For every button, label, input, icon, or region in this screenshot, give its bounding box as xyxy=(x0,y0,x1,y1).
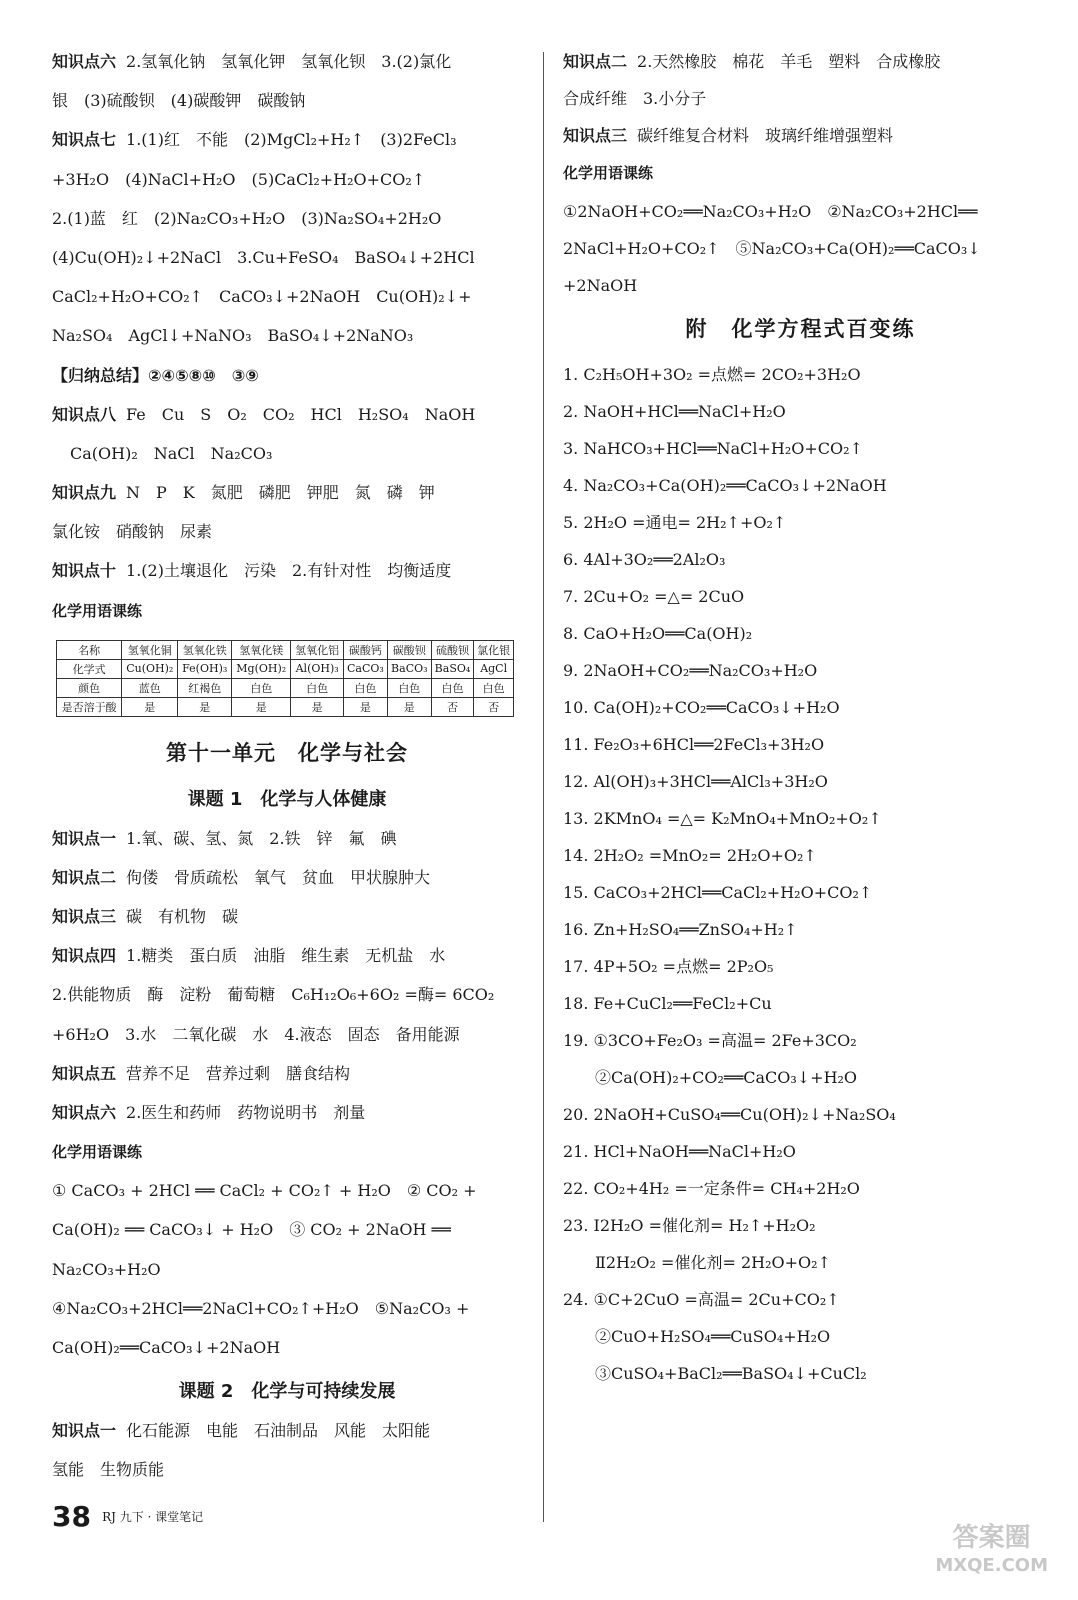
equation-line: 22. CO₂+4H₂ =一定条件= CH₄+2H₂O xyxy=(563,1179,860,1198)
kp3-line: 知识点三 碳纤维复合材料 玻璃纤维增强塑料 xyxy=(563,126,894,145)
text-line: 氯化铵 硝酸钠 尿素 xyxy=(52,522,213,542)
column-divider xyxy=(543,52,544,1522)
equation-line: 23. Ⅰ2H₂O =催化剂= H₂↑+H₂O₂ xyxy=(563,1216,816,1235)
text-line: Ca(OH)₂ ══ CaCO₃↓ + H₂O ③ CO₂ + 2NaOH ══ xyxy=(52,1220,451,1240)
equation-line: 6. 4Al+3O₂══2Al₂O₃ xyxy=(563,550,726,569)
text-line: Ca(OH)₂══CaCO₃↓+2NaOH xyxy=(52,1337,281,1357)
equation-line: 16. Zn+H₂SO₄══ZnSO₄+H₂↑ xyxy=(563,920,798,939)
watermark-logo xyxy=(935,1524,1048,1580)
equation-line: 18. Fe+CuCl₂══FeCl₂+Cu xyxy=(563,994,772,1013)
table-cell: CaCO₃ xyxy=(343,659,387,678)
table-cell: 氢氧化铝 xyxy=(291,640,343,659)
table-cell: 白色 xyxy=(431,678,474,697)
page-footer xyxy=(52,1500,203,1533)
table-cell: Al(OH)₃ xyxy=(291,659,343,678)
equation-line: 21. HCl+NaOH══NaCl+H₂O xyxy=(563,1142,796,1161)
text-line: Na₂SO₄ AgCl↓+NaNO₃ BaSO₄↓+2NaNO₃ xyxy=(52,326,414,346)
l1kp3-line: 知识点三 碳 有机物 碳 xyxy=(52,907,239,926)
kp8-line: 知识点八 Fe Cu S O₂ CO₂ HCl H₂SO₄ NaOH xyxy=(52,404,476,424)
text-line: +2NaOH xyxy=(563,276,638,295)
equation-line: 2. NaOH+HCl══NaCl+H₂O xyxy=(563,402,786,421)
table-cell: BaCO₃ xyxy=(387,659,431,678)
table-cell: BaSO₄ xyxy=(431,659,474,678)
kp6-line: 知识点六 2.氢氧化钠 氢氧化钾 氢氧化钡 3.(2)氯化 xyxy=(52,52,452,71)
equation-line: 14. 2H₂O₂ =MnO₂= 2H₂O+O₂↑ xyxy=(563,846,817,865)
equation-line: 12. Al(OH)₃+3HCl══AlCl₃+3H₂O xyxy=(563,772,828,791)
right-column xyxy=(563,52,1038,1401)
watermark-text: 答案圈 xyxy=(952,1523,1031,1553)
table-row xyxy=(57,659,514,678)
text-line: 银 (3)硫酸钡 (4)碳酸钾 碳酸钠 xyxy=(52,91,306,111)
equation-line: 9. 2NaOH+CO₂══Na₂CO₃+H₂O xyxy=(563,661,818,680)
text-line: 氢能 生物质能 xyxy=(52,1460,165,1480)
table-cell: 白色 xyxy=(232,678,291,697)
substance-table xyxy=(56,640,514,717)
table-cell: 氢氧化铜 xyxy=(122,640,178,659)
kp9-line: 知识点九 N P K 氮肥 磷肥 钾肥 氮 磷 钾 xyxy=(52,483,435,503)
text-line: +3H₂O (4)NaCl+H₂O (5)CaCl₂+H₂O+CO₂↑ xyxy=(52,169,426,189)
lesson-title: 课题 1 化学与人体健康 xyxy=(187,788,387,810)
equation-line: 5. 2H₂O =通电= 2H₂↑+O₂↑ xyxy=(563,513,787,532)
unit-title: 第十一单元 化学与社会 xyxy=(166,740,408,765)
equation-line: Ⅱ2H₂O₂ =催化剂= 2H₂O+O₂↑ xyxy=(563,1253,831,1272)
equation-line: 7. 2Cu+O₂ =△= 2CuO xyxy=(563,587,745,606)
kp10-line: 知识点十 1.(2)土壤退化 污染 2.有针对性 均衡适度 xyxy=(52,561,452,581)
text-line: 2NaCl+H₂O+CO₂↑ ⑤Na₂CO₃+Ca(OH)₂══CaCO₃↓ xyxy=(563,239,981,258)
text-line: Ca(OH)₂ NaCl Na₂CO₃ xyxy=(70,443,273,463)
l1kp6-line: 知识点六 2.医生和药师 药物说明书 剂量 xyxy=(52,1102,366,1122)
table-row xyxy=(57,697,514,716)
equation-line: 15. CaCO₃+2HCl══CaCl₂+H₂O+CO₂↑ xyxy=(563,883,873,902)
table-cell: 白色 xyxy=(291,678,343,697)
table-cell: 氢氧化铁 xyxy=(178,640,232,659)
table-cell: 颜色 xyxy=(57,678,122,697)
summary-line: 【归纳总结】②④⑤⑧⑩ ③⑨ xyxy=(52,365,259,385)
equation-line: 10. Ca(OH)₂+CO₂══CaCO₃↓+H₂O xyxy=(563,698,840,717)
l1kp1-line: 知识点一 1.氧、碳、氢、氮 2.铁 锌 氟 碘 xyxy=(52,828,397,848)
practice-heading: 化学用语课练 xyxy=(52,601,143,620)
equation-line: ②Ca(OH)₂+CO₂══CaCO₃↓+H₂O xyxy=(563,1068,858,1087)
book-label: RJ 九下 · 课堂笔记 xyxy=(102,1510,204,1524)
text-line: 合成纤维 3.小分子 xyxy=(563,89,707,108)
text-line: 2.(1)蓝 红 (2)Na₂CO₃+H₂O (3)Na₂SO₄+2H₂O xyxy=(52,208,442,228)
table-cell: 碳酸钙 xyxy=(343,640,387,659)
watermark-url: MXQE.COM xyxy=(935,1555,1048,1576)
table-cell: 氯化银 xyxy=(474,640,514,659)
equation-line: 8. CaO+H₂O══Ca(OH)₂ xyxy=(563,624,753,643)
table-cell: 是 xyxy=(387,697,431,716)
l1kp4-line: 知识点四 1.糖类 蛋白质 油脂 维生素 无机盐 水 xyxy=(52,946,446,966)
table-cell: 红褐色 xyxy=(178,678,232,697)
table-cell: 白色 xyxy=(343,678,387,697)
appendix-title: 附 化学方程式百变练 xyxy=(685,317,916,341)
equation-line: ③CuSO₄+BaCl₂══BaSO₄↓+CuCl₂ xyxy=(563,1364,867,1383)
equation-line: 19. ①3CO+Fe₂O₃ =高温= 2Fe+3CO₂ xyxy=(563,1031,857,1050)
table-cell: Fe(OH)₃ xyxy=(178,659,232,678)
equation-line: 17. 4P+5O₂ =点燃= 2P₂O₅ xyxy=(563,957,774,976)
l1kp2-line: 知识点二 佝偻 骨质疏松 氧气 贫血 甲状腺肿大 xyxy=(52,867,431,887)
text-line: ① CaCO₃ + 2HCl ══ CaCl₂ + CO₂↑ + H₂O ② CO₂ + xyxy=(52,1181,477,1201)
text-line: +6H₂O 3.水 二氧化碳 水 4.液态 固态 备用能源 xyxy=(52,1024,460,1044)
equation-line: ②CuO+H₂SO₄══CuSO₄+H₂O xyxy=(563,1327,831,1346)
table-cell: Cu(OH)₂ xyxy=(122,659,178,678)
equation-line: 20. 2NaOH+CuSO₄══Cu(OH)₂↓+Na₂SO₄ xyxy=(563,1105,896,1124)
equation-line: 3. NaHCO₃+HCl══NaCl+H₂O+CO₂↑ xyxy=(563,439,863,458)
l2kp1-line: 知识点一 化石能源 电能 石油制品 风能 太阳能 xyxy=(52,1421,431,1441)
l1kp5-line: 知识点五 营养不足 营养过剩 膳食结构 xyxy=(52,1063,351,1083)
table-row xyxy=(57,678,514,697)
table-cell: 氢氧化镁 xyxy=(232,640,291,659)
table-row xyxy=(57,640,514,659)
table-cell: 白色 xyxy=(474,678,514,697)
table-cell: 蓝色 xyxy=(122,678,178,697)
equation-line: 13. 2KMnO₄ =△= K₂MnO₄+MnO₂+O₂↑ xyxy=(563,809,882,828)
left-column xyxy=(52,52,522,1499)
table-cell: 化学式 xyxy=(57,659,122,678)
table-cell: 是 xyxy=(232,697,291,716)
text-line: ④Na₂CO₃+2HCl══2NaCl+CO₂↑+H₂O ⑤Na₂CO₃ + xyxy=(52,1298,470,1318)
kp2-line: 知识点二 2.天然橡胶 棉花 羊毛 塑料 合成橡胶 xyxy=(563,52,941,71)
lesson-title: 课题 2 化学与可持续发展 xyxy=(178,1381,396,1403)
text-line: Na₂CO₃+H₂O xyxy=(52,1259,161,1279)
table-cell: 否 xyxy=(474,697,514,716)
equation-line: 11. Fe₂O₃+6HCl══2FeCl₃+3H₂O xyxy=(563,735,825,754)
table-cell: 是 xyxy=(178,697,232,716)
table-cell: 是 xyxy=(122,697,178,716)
kp7-line: 知识点七 1.(1)红 不能 (2)MgCl₂+H₂↑ (3)2FeCl₃ xyxy=(52,130,457,150)
table-cell: 是 xyxy=(291,697,343,716)
equation-line: 24. ①C+2CuO =高温= 2Cu+CO₂↑ xyxy=(563,1290,840,1309)
table-cell: 硫酸钡 xyxy=(431,640,474,659)
text-line: ①2NaOH+CO₂══Na₂CO₃+H₂O ②Na₂CO₃+2HCl══ xyxy=(563,202,978,221)
text-line: (4)Cu(OH)₂↓+2NaCl 3.Cu+FeSO₄ BaSO₄↓+2HCl xyxy=(52,247,475,267)
table-cell: 名称 xyxy=(57,640,122,659)
table-cell: 是否溶于酸 xyxy=(57,697,122,716)
equation-list xyxy=(563,365,1038,1384)
practice-heading: 化学用语课练 xyxy=(52,1143,143,1162)
text-line: CaCl₂+H₂O+CO₂↑ CaCO₃↓+2NaOH Cu(OH)₂↓+ xyxy=(52,287,472,307)
table-cell: 是 xyxy=(343,697,387,716)
equation-line: 1. C₂H₅OH+3O₂ =点燃= 2CO₂+3H₂O xyxy=(563,365,861,384)
table-cell: AgCl xyxy=(474,659,514,678)
table-cell: Mg(OH)₂ xyxy=(232,659,291,678)
table-cell: 否 xyxy=(431,697,474,716)
page-number: 38 xyxy=(52,1500,91,1533)
text-line: 2.供能物质 酶 淀粉 葡萄糖 C₆H₁₂O₆+6O₂ =酶= 6CO₂ xyxy=(52,985,495,1005)
equation-line: 4. Na₂CO₃+Ca(OH)₂══CaCO₃↓+2NaOH xyxy=(563,476,887,495)
table-cell: 白色 xyxy=(387,678,431,697)
practice-heading: 化学用语课练 xyxy=(563,164,654,182)
table-cell: 碳酸钡 xyxy=(387,640,431,659)
